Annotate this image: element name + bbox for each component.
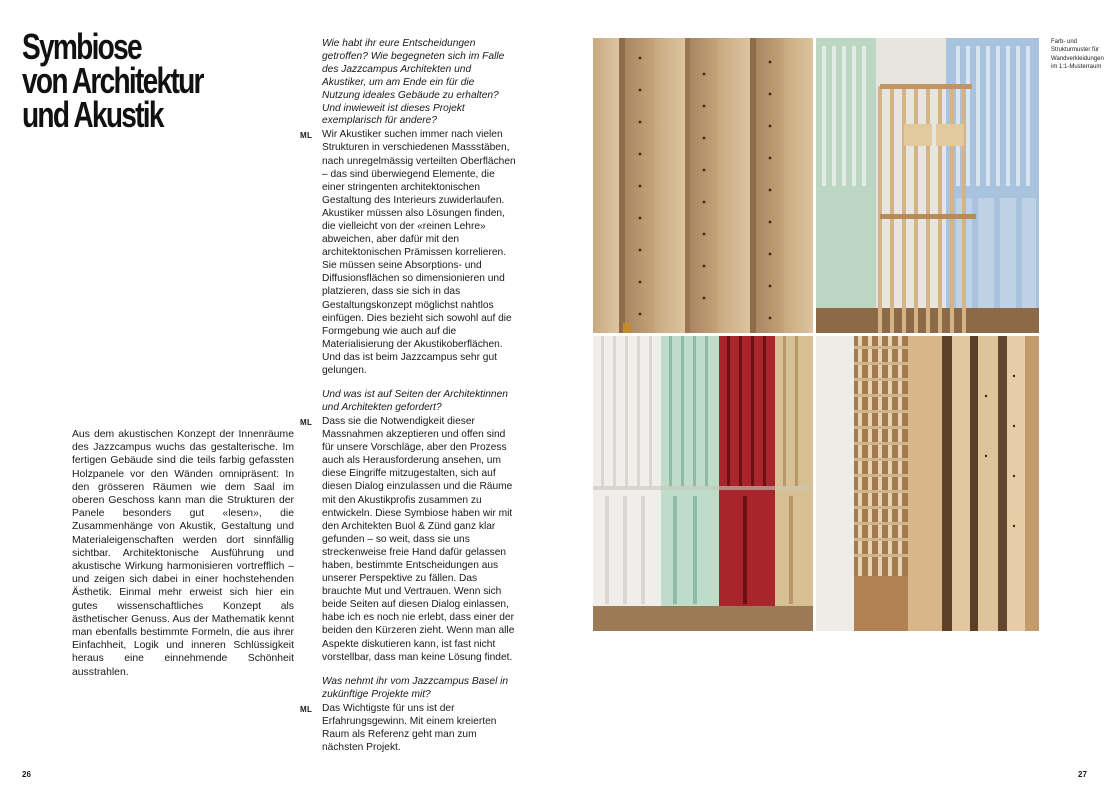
interview-question-2: Und was ist auf Seiten der Architektinnen und Architekten gefordert? bbox=[322, 389, 508, 414]
photo-colored-slat-samples bbox=[593, 336, 813, 631]
page-number-left: 26 bbox=[22, 770, 31, 779]
title-line-2: von Architektur bbox=[22, 60, 203, 101]
interview-column bbox=[300, 38, 520, 766]
speaker-label: ML bbox=[300, 704, 313, 714]
speaker-label: ML bbox=[300, 417, 313, 427]
article-title bbox=[22, 26, 203, 135]
answer-text: Wir Akustiker suchen immer nach vielen Strukturen in verschiedenen Massstäben, nach unregelmässig verteilten Oberflächen – das sind überwiegend Elemente, die einer stringenten architektonischen Gestaltung des Interieurs zuwiderlaufen. Akustiker müssen also Lösungen finden, die vielleicht von der «reinen Lehre» abweichen, aber dafür mit den architektonischen Prämissen korrelieren. Sie müssen seine Absorptions- und Diffusionsflächen so dimensionieren und platzieren, dass sie sich in das Gestaltungskonzept möglichst nahtlos einfügen. Dies bezieht sich sowohl auf die Formgebung wie auch auf die Materialisierung der Akustikoberflächen. Und das ist beim Jazzcampus sehr gut gelungen. bbox=[322, 129, 516, 377]
interview-question-1: Wie habt ihr eure Entscheidungen getroffen? Wie begegneten sich im Falle des Jazzcampus Architekten und Akustiker, um am Ende ein für die Nutzung ideales Gebäude zu erhalten? Und inwieweit ist dieses Projekt exemplarisch für andere? bbox=[322, 38, 505, 127]
page-number-right: 27 bbox=[1078, 770, 1087, 779]
intro-paragraph: Aus dem akustischen Konzept der Innenräume des Jazzcampus wuchs das gestalterische. Im fertigen Gebäude sind die teils farbig gefassten Holzpanele vor den Wänden omnipräsent: In den grösseren Räumen wie dem Saal im oberen Geschoss kann man die Strukturen der Panele besonders gut «lesen», die Zusammenhänge von Akustik, Gestaltung und Materialeigenschaften werden dort sinnfällig sichtbar. Architektonische Ausführung und akustische Wirkung harmonisieren vortrefflich – und zeigen sich dabei in einer hochstehenden Ästhetik. Einmal mehr erweist sich hier ein gutes wissenschaftliches Konzept als ästhetischer Genuss. Aus der Mathematik kennt man ebenfalls bestimmte Formeln, die aus ihrer Einfachheit, Logik und inneren Schlüssigkeit heraus eine einnehmende Schönheit ausstrahlen. bbox=[72, 429, 294, 678]
speaker-label: ML bbox=[300, 131, 313, 141]
photo-perforated-wood-panels bbox=[593, 38, 813, 333]
interview-answer-1 bbox=[300, 128, 518, 377]
photo-caption: Farb- und Strukturmuster für Wandverkleidungen im 1:1-Musterraum bbox=[1051, 39, 1104, 70]
interview-answer-2 bbox=[300, 415, 518, 664]
title-line-3: und Akustik bbox=[22, 94, 163, 135]
title-line-1: Symbiose bbox=[22, 26, 141, 67]
photo-wood-lattice-panels bbox=[816, 336, 1039, 631]
photo-grid bbox=[593, 38, 1039, 631]
interview-answer-3 bbox=[300, 702, 518, 754]
answer-text: Das Wichtigste für uns ist der Erfahrungsgewinn. Mit einem kreierten Raum als Referenz geht man zum nächsten Projekt. bbox=[322, 702, 497, 753]
photo-colored-battens-frame bbox=[816, 38, 1039, 333]
answer-text: Dass sie die Notwendigkeit dieser Massnahmen akzeptieren und offen sind für unsere Vorschläge, aber den Prozess auch als Herausforderung ansehen, um diese Eingriffe mitzugestalten, sich auf diesen Dialog einzulassen und die Räume mit den Akustikprofis zusammen zu entwickeln. Diese Symbiose haben wir mit den Architekten Buol & Zünd ganz klar gefunden – so weit, dass sie uns streckenweise freie Hand dafür gelassen haben, bestimmte Entscheidungen aus unserer Perspektive zu fällen. Das brauchte Mut und Vertrauen. Wenn sich beide Seiten auf diesen Dialog einlassen, habe ich es noch nie erlebt, dass einer der beiden den Kürzeren zieht. Wenn man alle Aspekte diskutieren kann, ist fast nicht vorstellbar, dass man keine Lösung findet. bbox=[322, 415, 515, 663]
interview-question-3: Was nehmt ihr vom Jazzcampus Basel in zukünftige Projekte mit? bbox=[322, 675, 509, 700]
